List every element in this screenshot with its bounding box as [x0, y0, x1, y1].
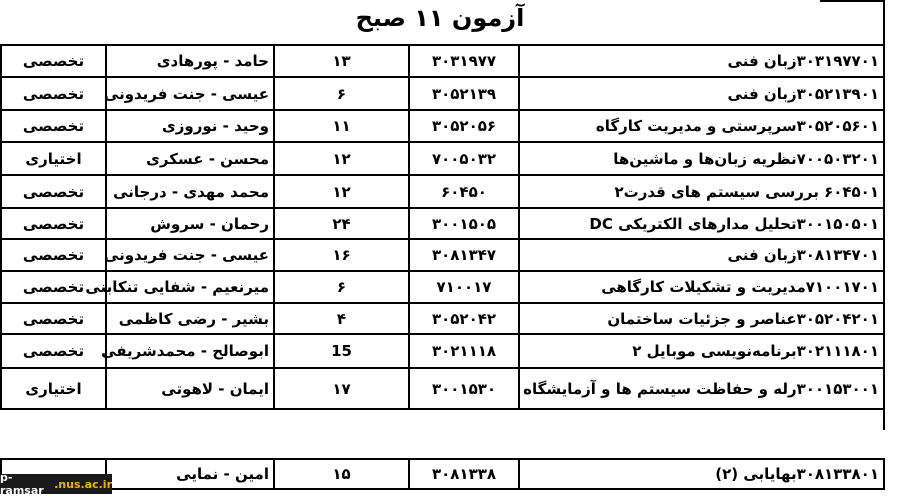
code-cell: ۷۰۰۵۰۳۲	[409, 142, 519, 175]
type-cell: تخصصی	[1, 271, 106, 303]
course-cell: ۳۰۰۱۵۰۵۰۱تحلیل مدارهای الکتریکی DC	[519, 208, 884, 239]
teacher-cell: میرنعیم - شفایی تنکابنی	[106, 271, 274, 303]
group-cell: 15	[274, 334, 409, 368]
course-cell: ۳۰۳۱۹۷۷۰۱زبان فنی	[519, 45, 884, 77]
watermark-prefix: p-ramsar	[0, 471, 44, 497]
type-cell: تخصصی	[1, 334, 106, 368]
code-cell: ۳۰۵۲۱۳۹	[409, 77, 519, 110]
type-cell: تخصصی	[1, 45, 106, 77]
table-row	[1, 175, 884, 208]
extra-table	[0, 458, 885, 490]
course-cell: ۳۰۸۱۳۳۸۰۱بهایابی (۲)	[519, 459, 884, 489]
table-row	[1, 239, 884, 271]
group-cell: ۱۶	[274, 239, 409, 271]
table-row	[1, 142, 884, 175]
code-cell: ۳۰۰۱۵۳۰	[409, 368, 519, 409]
group-cell: ۱۳	[274, 45, 409, 77]
code-cell: ۷۱۰۰۱۷	[409, 271, 519, 303]
group-cell: ۱۱	[274, 110, 409, 142]
group-cell: ۱۲	[274, 142, 409, 175]
table-row	[1, 334, 884, 368]
code-cell: ۳۰۰۱۵۰۵	[409, 208, 519, 239]
course-cell: ۳۰۰۱۵۳۰۰۱رله و حفاظت سیستم ها و آزمایشگاه	[519, 368, 884, 409]
type-cell: تخصصی	[1, 303, 106, 334]
type-cell: تخصصی	[1, 110, 106, 142]
table-row	[1, 208, 884, 239]
teacher-cell: عیسی - جنت فریدونی	[106, 239, 274, 271]
teacher-cell: ایمان - لاهوتی	[106, 368, 274, 409]
page-title: آزمون ۱۱ صبح	[355, 4, 525, 32]
type-cell: تخصصی	[1, 208, 106, 239]
course-cell: ۶۰۴۵۰۱ بررسی سیستم های قدرت۲	[519, 175, 884, 208]
teacher-cell: امین - نمایی	[106, 459, 274, 489]
course-cell: ۳۰۵۲۰۴۲۰۱عناصر و جزئیات ساختمان	[519, 303, 884, 334]
type-cell: اختیاری	[1, 368, 106, 409]
group-cell: ۱۲	[274, 175, 409, 208]
course-cell: ۷۱۰۰۱۷۰۱مدیریت و تشکیلات کارگاهی	[519, 271, 884, 303]
table-row	[1, 271, 884, 303]
type-cell: تخصصی	[1, 175, 106, 208]
teacher-cell: محسن - عسکری	[106, 142, 274, 175]
teacher-cell: بشیر - رضی کاظمی	[106, 303, 274, 334]
teacher-cell: رحمان - سروش	[106, 208, 274, 239]
table-row	[1, 459, 884, 489]
course-cell: ۳۰۸۱۳۴۷۰۱زبان فنی	[519, 239, 884, 271]
group-cell: ۱۷	[274, 368, 409, 409]
course-cell: ۳۰۵۲۰۵۶۰۱سرپرستی و مدیریت کارگاه	[519, 110, 884, 142]
table-row	[1, 110, 884, 142]
group-cell: ۶	[274, 77, 409, 110]
code-cell: ۳۰۲۱۱۱۸	[409, 334, 519, 368]
exam-table-body	[1, 45, 884, 409]
table-row	[1, 77, 884, 110]
code-cell: ۳۰۳۱۹۷۷	[409, 45, 519, 77]
type-cell: تخصصی	[1, 239, 106, 271]
code-cell: ۳۰۸۱۳۳۸	[409, 459, 519, 489]
watermark-suffix: .nus.ac.ir	[54, 477, 112, 491]
code-cell: ۳۰۸۱۳۴۷	[409, 239, 519, 271]
type-cell: تخصصی	[1, 77, 106, 110]
teacher-cell: عیسی - جنت فریدونی	[106, 77, 274, 110]
group-cell: ۴	[274, 303, 409, 334]
group-cell: ۲۴	[274, 208, 409, 239]
group-cell: ۱۵	[274, 459, 409, 489]
teacher-cell: ابوصالح - محمدشریفی	[106, 334, 274, 368]
table-row	[1, 303, 884, 334]
table-row	[1, 368, 884, 409]
type-cell: اختیاری	[1, 142, 106, 175]
table-row	[1, 45, 884, 77]
code-cell: ۳۰۵۲۰۴۲	[409, 303, 519, 334]
code-cell: ۶۰۴۵۰	[409, 175, 519, 208]
code-cell: ۳۰۵۲۰۵۶	[409, 110, 519, 142]
teacher-cell: حامد - پورهادی	[106, 45, 274, 77]
course-cell: ۳۰۲۱۱۱۸۰۱برنامه‌نویسی موبایل ۲	[519, 334, 884, 368]
course-cell: ۷۰۰۵۰۳۲۰۱نظریه زبان‌ها و ماشین‌ها	[519, 142, 884, 175]
course-cell: ۳۰۵۲۱۳۹۰۱زبان فنی	[519, 77, 884, 110]
teacher-cell: محمد مهدی - درجانی	[106, 175, 274, 208]
exam-table	[0, 44, 885, 410]
top-right-border	[820, 0, 885, 2]
watermark	[0, 471, 112, 497]
group-cell: ۶	[274, 271, 409, 303]
teacher-cell: وحید - نوروزی	[106, 110, 274, 142]
